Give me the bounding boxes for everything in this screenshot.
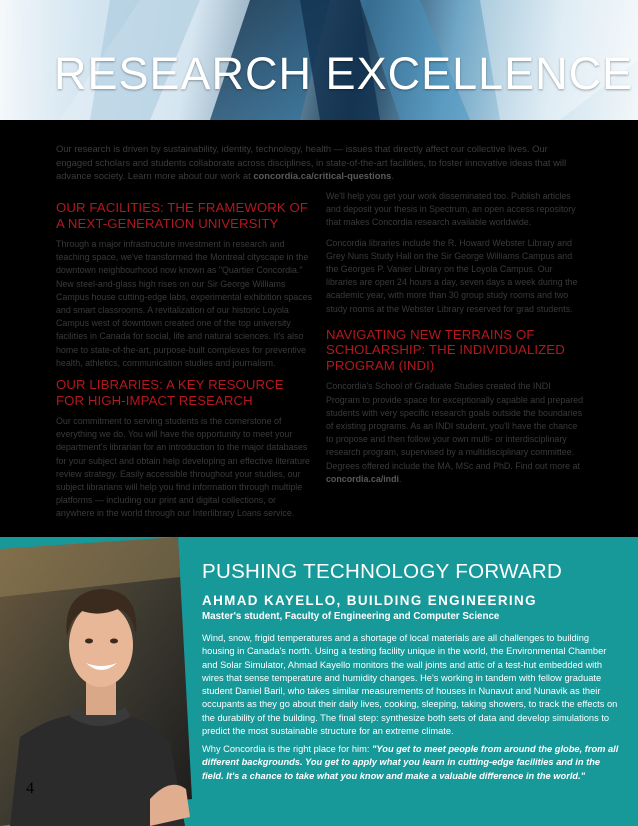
section-title: PUSHING TECHNOLOGY FORWARD (202, 560, 563, 583)
indi-heading: NAVIGATING NEW TERRAINS OF SCHOLARSHIP: THE INDIVIDUALIZED PROGRAM (INDI) (326, 326, 565, 373)
libraries-locations-paragraph: Concordia libraries include the R. Howard Webster Library and Grey Nuns Study Hall on the Sir George Williams Campus and the Georges P. Vanier Library on the Loyola Campus. Our libraries are open 24 hours a day, seven days a week during the academic year, with more than 30 group study rooms and two study rooms at the Webster Library reserved for grad students. (326, 237, 578, 314)
quote-lead: Why Concordia is the right place for him: (202, 744, 372, 754)
page-title: RESEARCH EXCELLENCE (54, 48, 634, 99)
libraries-heading: OUR LIBRARIES: A KEY RESOURCE FOR HIGH-IMPACT RESEARCH (56, 377, 284, 408)
critical-questions-link[interactable]: concordia.ca/critical-questions (253, 170, 392, 182)
student-quote-paragraph (202, 743, 622, 783)
intro-paragraph (56, 142, 586, 183)
facilities-heading: OUR FACILITIES: THE FRAMEWORK OF A NEXT-GENERATION UNIVERSITY (56, 200, 309, 231)
student-story: Wind, snow, frigid temperatures and a shortage of local materials are all challenges to building housing in Canada's north. Using a testing facility unique in the world, the Environmental Chamber and Solar Simulator, Ahmad Kayello monitors the wall joints and attic of a test-hut embedded with wires that sense temperature and humidity changes. He's working in tandem with fellow graduate student Daniel Baril, who takes similar measurements of houses in Nunavut and Nunavik as their occupants as they go about their daily lives, cooking, sleeping, taking showers, to track the effects on the durability of the building. The final step: synthesize both sets of data and develop simulations to predict the most sustainable structure for an extreme climate. (202, 633, 618, 737)
dissemination-paragraph: We'll help you get your work disseminated too. Publish articles and deposit your thesis in Spectrum, an open access repository that makes Concordia research available worldwide. (326, 191, 576, 228)
left-column (56, 200, 314, 528)
indi-text: Concordia's School of Graduate Studies created the INDI Program to provide space for exceptionally capable and prepared students with very specific research goals outside the boundaries of existing programs. As an INDI student, you'll have the chance to propose and then follow your own multi- or interdisciplinary research program, supervised by a multidisciplinary committee. Degrees offered include the MA, MSc and PhD. Find out more at (326, 381, 584, 471)
intro-text: Our research is driven by sustainability, identity, technology, health — issues that directly affect our collective lives. Our engaged scholars and students collaborate across disciplines, in state-of-the-art facilities, to foster innovative ideas that will advance society. Learn more about our work at (56, 143, 567, 182)
student-name: AHMAD KAYELLO, BUILDING ENGINEERING (202, 593, 537, 608)
indi-link[interactable]: concordia.ca/indi (326, 473, 399, 484)
hero-banner (0, 0, 638, 120)
student-quote: "You get to meet people from around the globe, from all different backgrounds. You get to apply what you learn in cutting-edge facilities and in the field. It's a chance to take what you know and make a valuable difference in the world." (202, 744, 619, 781)
indi-end: . (399, 473, 402, 484)
intro-end: . (391, 170, 394, 182)
libraries-body: Our commitment to serving students is the cornerstone of everything we do. You will have the opportunity to meet your department's librarian for an introduction to the major databases for your subject and obtain help developing an effective literature review strategy. Easily accessible throughout your studies, our subject librarians will help you find information through multiple platforms — including our print and digital collections, or anywhere in the world through our Interlibrary Loans service. (56, 416, 310, 519)
profile-section (0, 537, 638, 826)
page-number: 4 (26, 780, 34, 797)
right-column (326, 190, 586, 493)
facilities-body: Through a major infrastructure investment in research and teaching space, we've transformed the Montreal cityscape in the downtown neighbourhood now known as "Quartier Concordia." New steel-and-glass high rises on our Sir George Williams Campus house cutting-edge labs, experimental exhibition spaces and smart classrooms. A revitalization of our historic Loyola Campus west of downtown created one of the top university facilities in Canada for social, life and natural sciences. It's also home to state-of-the-art, purpose-built complexes for preventive health, athletics, communication studies and journalism. (56, 239, 313, 368)
student-degree: Master's student, Faculty of Engineering and Computer Science (202, 611, 500, 622)
indi-body (326, 380, 586, 486)
